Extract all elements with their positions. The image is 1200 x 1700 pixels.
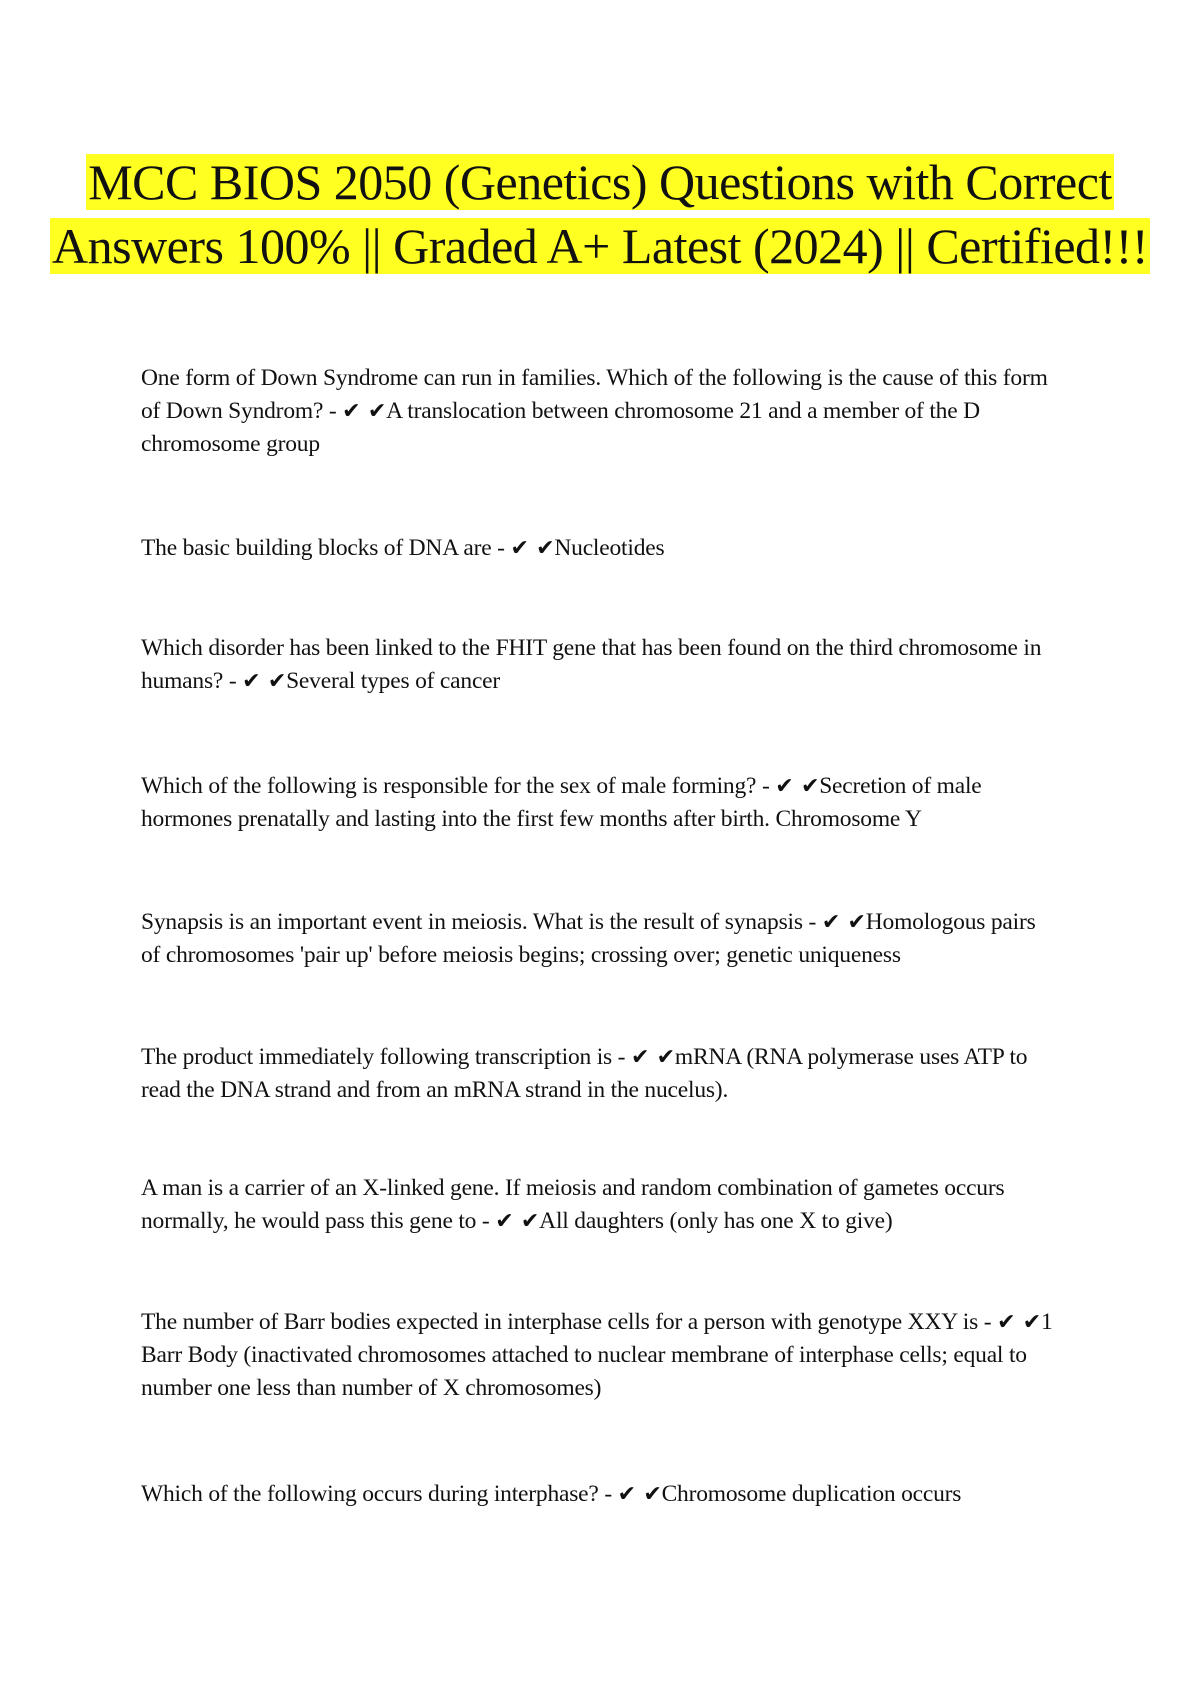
check-icon: ✔ ✔ bbox=[630, 1045, 675, 1070]
qa-item: Which of the following occurs during interphase? - ✔ ✔Chromosome duplication occurs bbox=[141, 1481, 962, 1507]
check-icon: ✔ ✔ bbox=[342, 399, 387, 424]
check-icon: ✔ ✔ bbox=[242, 669, 287, 694]
question: Which of the following occurs during interphase? bbox=[141, 1481, 599, 1507]
question: The product immediately following transcription is bbox=[141, 1044, 612, 1070]
qa-item: Which disorder has been linked to the FHIT gene that has been found on the third chromosome in humans? - ✔ ✔Several types of cancer bbox=[141, 635, 1042, 694]
question: Which disorder has been linked to the FHIT gene that has been found on the third chromosome in humans? bbox=[141, 635, 1042, 694]
qa-item: Which of the following is responsible for the sex of male forming? - ✔ ✔Secretion of male hormones prenatally and lasting into the first few months after birth. Chromosome Y bbox=[141, 773, 982, 832]
check-icon: ✔ ✔ bbox=[510, 536, 555, 561]
question: Which of the following is responsible for the sex of male forming? bbox=[141, 773, 757, 799]
answer: Several types of cancer bbox=[286, 668, 501, 694]
question: The number of Barr bodies expected in interphase cells for a person with genotype XXY is bbox=[141, 1309, 979, 1335]
check-icon: ✔ ✔ bbox=[495, 1209, 540, 1234]
check-icon: ✔ ✔ bbox=[617, 1482, 662, 1507]
qa-item: A man is a carrier of an X-linked gene. If meiosis and random combination of gametes occurs normally, he would pass this gene to - ✔ ✔All daughters (only has one X to give) bbox=[141, 1175, 1005, 1234]
answer: mRNA (RNA polymerase uses ATP to read the DNA strand and from an mRNA strand in the nucelus). bbox=[141, 1044, 1028, 1103]
qa-item: The number of Barr bodies expected in interphase cells for a person with genotype XXY is - ✔ ✔1 Barr Body (inactivated chromosomes attached to nuclear membrane of interphase cells; equal to number one less than number of X chromosomes) bbox=[141, 1309, 1053, 1401]
qa-item: The basic building blocks of DNA are - ✔ ✔Nucleotides bbox=[141, 535, 665, 561]
check-icon: ✔ ✔ bbox=[821, 910, 866, 935]
document-title: MCC BIOS 2050 (Genetics) Questions with Correct Answers 100% || Graded A+ Latest (2024) || Certified!!! bbox=[52, 154, 1148, 274]
answer: Homologous pairs of chromosomes 'pair up' before meiosis begins; crossing over; genetic uniqueness bbox=[141, 909, 1036, 968]
answer: All daughters (only has one X to give) bbox=[539, 1208, 893, 1234]
qa-item: Synapsis is an important event in meiosis. What is the result of synapsis - ✔ ✔Homologous pairs of chromosomes 'pair up' before meiosis begins; crossing over; genetic uniqueness bbox=[141, 909, 1036, 968]
answer: 1 Barr Body (inactivated chromosomes attached to nuclear membrane of interphase cells; equal to number one less than number of X chromosomes) bbox=[141, 1309, 1053, 1401]
question: A man is a carrier of an X-linked gene. If meiosis and random combination of gametes occurs normally, he would pass this gene to bbox=[141, 1175, 1005, 1234]
check-icon: ✔ ✔ bbox=[997, 1310, 1041, 1335]
qa-item: One form of Down Syndrome can run in families. Which of the following is the cause of this form of Down Syndrom? - ✔ ✔A translocation between chromosome 21 and a member of the D chromosome group bbox=[141, 365, 1048, 457]
check-icon: ✔ ✔ bbox=[775, 774, 820, 799]
answer: A translocation between chromosome 21 and a member of the D chromosome group bbox=[141, 398, 980, 457]
answer: Nucleotides bbox=[554, 535, 665, 561]
question: One form of Down Syndrome can run in families. Which of the following is the cause of this form of Down Syndrom? bbox=[141, 365, 1048, 424]
answer: Secretion of male hormones prenatally and lasting into the first few months after birth. Chromosome Y bbox=[141, 773, 982, 832]
qa-item: The product immediately following transcription is - ✔ ✔mRNA (RNA polymerase uses ATP to read the DNA strand and from an mRNA strand in the nucelus). bbox=[141, 1044, 1028, 1103]
answer: Chromosome duplication occurs bbox=[661, 1481, 962, 1507]
question: Synapsis is an important event in meiosis. What is the result of synapsis bbox=[141, 909, 803, 935]
question: The basic building blocks of DNA are bbox=[141, 535, 492, 561]
